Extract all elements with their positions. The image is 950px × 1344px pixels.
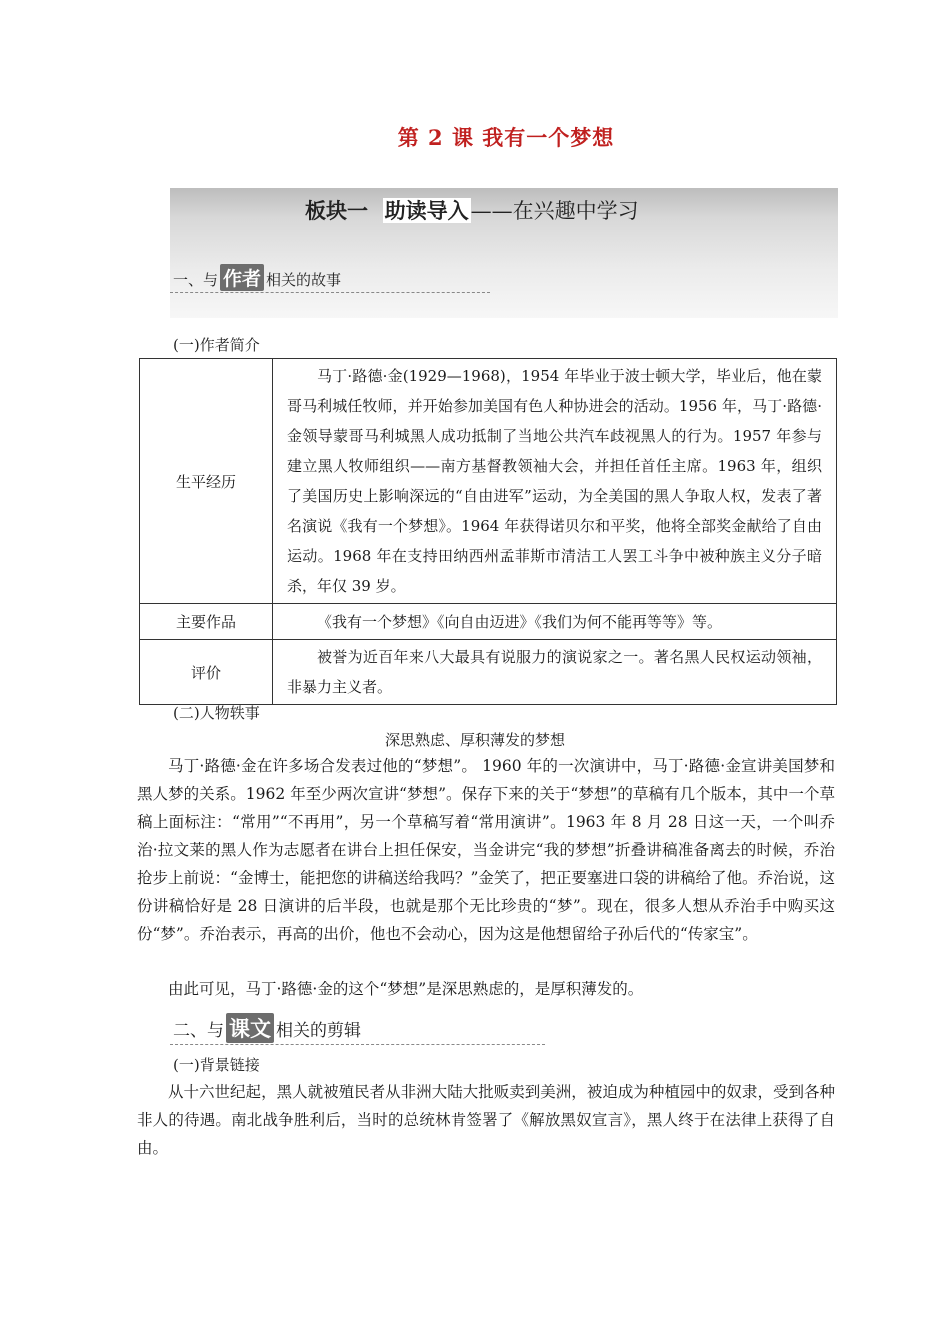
dashed-divider [170,292,490,293]
section-heading-prefix: 一、与 [173,271,219,289]
table-row [140,640,837,705]
section-heading-suffix: 相关的剪辑 [276,1021,361,1041]
table-label: 评价 [140,640,273,705]
story-conclusion: 由此可见，马丁·路德·金的这个“梦想”是深思熟虑的，是厚积薄发的。 [168,980,644,998]
section-heading-text [173,1013,361,1043]
subheading-anecdote: (二)人物轶事 [173,704,260,722]
table-text: 《我有一个梦想》《向自由迈进》《我们为何不能再等等》等。 [273,604,837,640]
table-label: 生平经历 [140,359,273,604]
section-heading-suffix: 相关的故事 [266,271,342,289]
table-text: 马丁·路德·金(1929—1968)，1954 年毕业于波士顿大学，毕业后，他在蒙哥马利城任牧师，并开始参加美国有色人种协进会的活动。1956 年，马丁·路德·金领导蒙哥马利城黑人成功抵制了当地公共汽车歧视黑人的行为。1957 年参与建立黑人牧师组织——南方基督教领袖大会，并担任首任主席。1963 年，组织了美国历史上影响深远的“自由进军”运动，为全美国的黑人争取人权，发表了著名演说《我有一个梦想》。1964 年获得诺贝尔和平奖，他将全部奖金献给了自由运动。1968 年在支持田纳西州孟菲斯市清洁工人罢工斗争中被种族主义分子暗杀，年仅 39 岁。 [273,359,837,604]
table-row [140,359,837,604]
banner-part-1: 板块一 [305,198,368,223]
table-row [140,604,837,640]
subheading-background: (一)背景链接 [173,1056,260,1074]
author-info-table [139,358,837,705]
section-heading-author [173,264,341,291]
story-paragraph: 马丁·路德·金在许多场合发表过他的“梦想”。 1960 年的一次演讲中，马丁·路德·金宣讲美国梦和黑人梦的关系。1962 年至少两次宣讲“梦想”。保存下来的关于“梦想”的草稿有几个版本，其中一个草稿上面标注：“常用”“不再用”，另一个草稿写着“常用演讲”。1963 年 8 月 28 日这一天，一个叫乔治·拉文莱的黑人作为志愿者在讲台上担任保安，当金讲完“我的梦想”折叠讲稿准备离去的时候，乔治抢步上前说：“金博士，能把您的讲稿送给我吗？”金笑了，把正要塞进口袋的讲稿给了他。乔治说，这份讲稿恰好是 28 日演讲的后半段，也就是那个无比珍贵的“梦”。现在，很多人想从乔治手中购买这份“梦”。乔治表示，再高的出价，他也不会动心，因为这是他想留给子孙后代的“传家宝”。 [137,757,835,943]
subheading-author-intro: (一)作者简介 [173,336,260,354]
section-heading-tag: 课文 [226,1013,274,1043]
banner-title [305,195,639,225]
table-text: 被誉为近百年来八大最具有说服力的演说家之一。著名黑人民权运动领袖，非暴力主义者。 [273,640,837,705]
banner-part-2: 助读导入 [384,198,469,223]
banner-part-3: ——在兴趣中学习 [470,199,639,223]
background-paragraph: 从十六世纪起，黑人就被殖民者从非洲大陆大批贩卖到美洲，被迫成为种植园中的奴隶，受到各种非人的待遇。南北战争胜利后，当时的总统林肯签署了《解放黑奴宣言》，黑人终于在法律上获得了自由。 [137,1083,835,1157]
table-label: 主要作品 [140,604,273,640]
section-heading-tag: 作者 [220,264,264,291]
dashed-divider [170,1044,545,1045]
lesson-title: 第 2 课 我有一个梦想 [397,125,615,150]
story-title: 深思熟虑、厚积薄发的梦想 [384,731,565,749]
section-heading-prefix: 二、与 [173,1021,224,1041]
